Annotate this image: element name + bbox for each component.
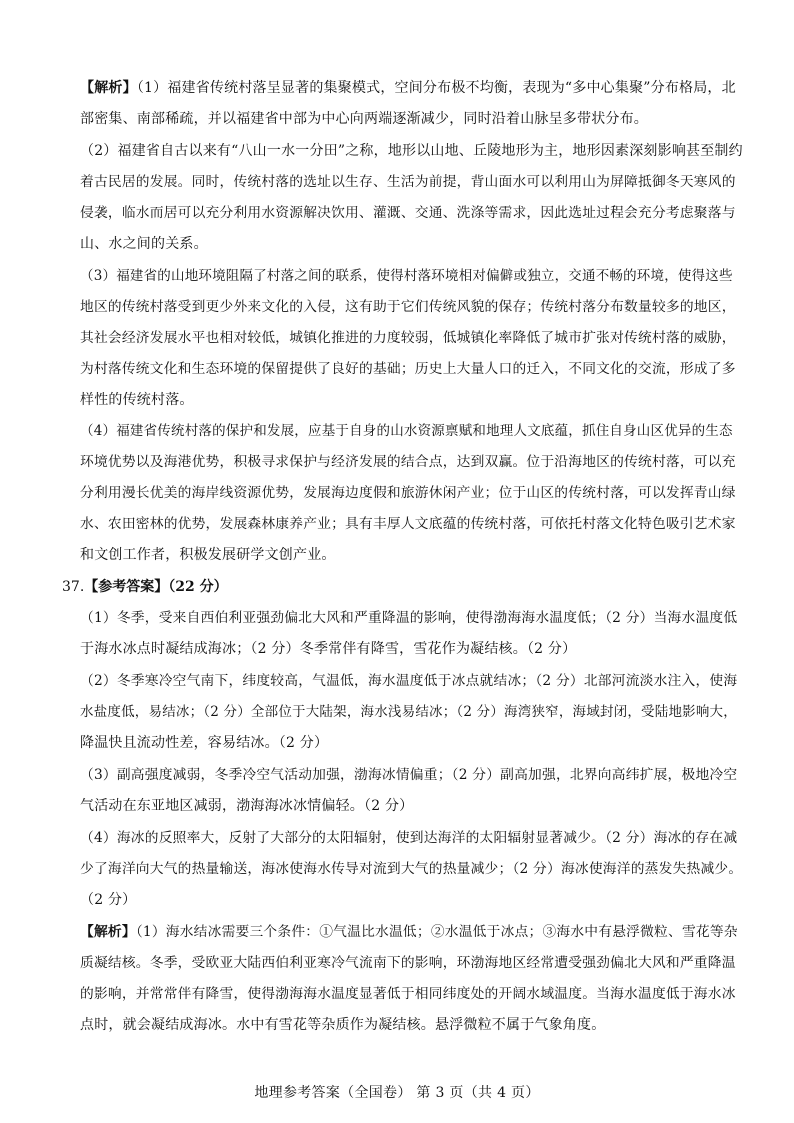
text-line: 着古民居的发展。同时，传统村落的选址以生存、生活为前提，背山面水可以利用山为屏障抵御冬天寒风的 [80,174,736,190]
analysis-paragraph-4 [80,416,744,571]
text-line: 少了海洋向大气的热量输送，海冰使海水传导对流到大气的热量减少；（2 分）海冰使海洋的蒸发失热减少。 [80,861,743,877]
text-line: 分利用漫长优美的海岸线资源优势，发展海边度假和旅游休闲产业；位于山区的传统村落，可以发挥青山绿 [80,485,736,501]
text-line: 山、水之间的关系。 [80,236,208,252]
text-line: 和文创工作者，积极发展研学文创产业。 [80,547,336,563]
text-line: 环境优势以及海港优势，积极寻求保护与经济发展的结合点，达到双赢。位于沿海地区的传统村落，可以充 [80,454,736,470]
text-line: 为村落传统文化和生态环境的保留提供了良好的基础；历史上大量人口的迁入，不同文化的交流，形成了多 [80,361,736,377]
text-line: （3）福建省的山地环境阻隔了村落之间的联系，使得村落环境相对偏僻或独立，交通不畅的环境，使得这些 [80,268,733,284]
analysis-label: 【解析】 [80,80,137,96]
text-line-content: （1）海水结冰需要三个条件：①气温比水温低；②水温低于冰点；③海水中有悬浮微粒、雪花等杂 [135,924,738,940]
analysis-b-paragraph-1 [80,917,744,1041]
analysis-paragraph-2 [80,136,744,260]
text-line: （2）福建省自古以来有“八山一水一分田”之称，地形以山地、丘陵地形为主，地形因素深刻影响甚至制约 [80,143,743,159]
text-line: 点时，就会凝结成海冰。水中有雪花等杂质作为凝结核。悬浮微粒不属于气象角度。 [80,1017,606,1033]
text-line-content: （1）福建省传统村落呈显著的集聚模式，空间分布极不均衡，表现为“多中心集聚”分布格局，北 [136,80,736,96]
text-line: 水、农田密林的优势，发展森林康养产业；具有丰厚人文底蕴的传统村落，可依托村落文化特色吸引艺术家 [80,516,736,532]
page-footer: 地理参考答案（全国卷） 第 3 页（共 4 页） [254,1085,540,1101]
answer-2 [80,666,744,759]
text-line [80,73,744,104]
text-line: （3）副高强度减弱，冬季冷空气活动加强，渤海冰情偏重；（2 分）副高加强，北界向高纬扩展，极地冷空 [80,767,738,783]
text-line: 气活动在东亚地区减弱，渤海海冰冰情偏轻。（2 分） [80,798,414,814]
text-line: （4）福建省传统村落的保护和发展，应基于自身的山水资源禀赋和地理人文底蕴，抓住自身山区优异的生态 [80,423,733,439]
answer-4 [80,823,744,916]
text-line: 降温快且流动性差，容易结冰。（2 分） [80,735,329,751]
text-line: 部密集、南部稀疏，并以福建省中部为中心向两端逐渐减少，同时沿着山脉呈多带状分布。 [80,111,648,127]
text-line: 于海水冰点时凝结成海冰；（2 分）冬季常伴有降雪，雪花作为凝结核。（2 分） [80,641,577,657]
text-line: 水盐度低，易结冰；（2 分）全部位于大陆架，海水浅易结冰；（2 分）海湾狭窄，海域封闭，受陆地影响大， [80,704,737,720]
question-37-header [62,572,228,603]
analysis-paragraph-1 [80,73,744,135]
text-line: （1）冬季，受来自西伯利亚强劲偏北大风和严重降温的影响，使得渤海海水温度低；（2 分）当海水温度低 [80,610,738,626]
text-line: （4）海冰的反照率大，反射了大部分的太阳辐射，使到达海洋的太阳辐射显著减少。（2 分）海冰的存在减 [80,830,738,846]
answer-header: 【参考答案】（22 分） [84,579,228,595]
text-line: 地区的传统村落受到更少外来文化的入侵，这有助于它们传统风貌的保存；传统村落分布数量较多的地区， [80,299,736,315]
analysis-paragraph-3 [80,261,744,416]
text-line: 质凝结核。冬季，受欧亚大陆西伯利亚寒冷气流南下的影响，环渤海地区经常遭受强劲偏北大风和严重降温 [80,955,736,971]
answer-1 [80,603,744,665]
text-line [80,917,744,948]
text-line: （2 分） [80,892,137,908]
text-line: 侵袭，临水而居可以充分利用水资源解决饮用、灌溉、交通、洗涤等需求，因此选址过程会充分考虑聚落与 [80,205,736,221]
text-line: 样性的传统村落。 [80,392,194,408]
answer-3 [80,760,744,822]
text-line: 的影响，并常常伴有降雪，使得渤海海水温度显著低于相同纬度处的开阔水域温度。当海水温度低于海水冰 [80,986,736,1002]
text-line: （2）冬季寒冷空气南下，纬度较高，气温低，海水温度低于冰点就结冰；（2 分）北部河流淡水注入，使海 [80,673,738,689]
analysis-label: 【解析】 [80,924,136,940]
text-line: 其社会经济发展水平也相对较低，城镇化推进的力度较弱，低城镇化率降低了城市扩张对传统村落的威胁， [80,330,736,346]
question-number: 37. [62,579,85,595]
